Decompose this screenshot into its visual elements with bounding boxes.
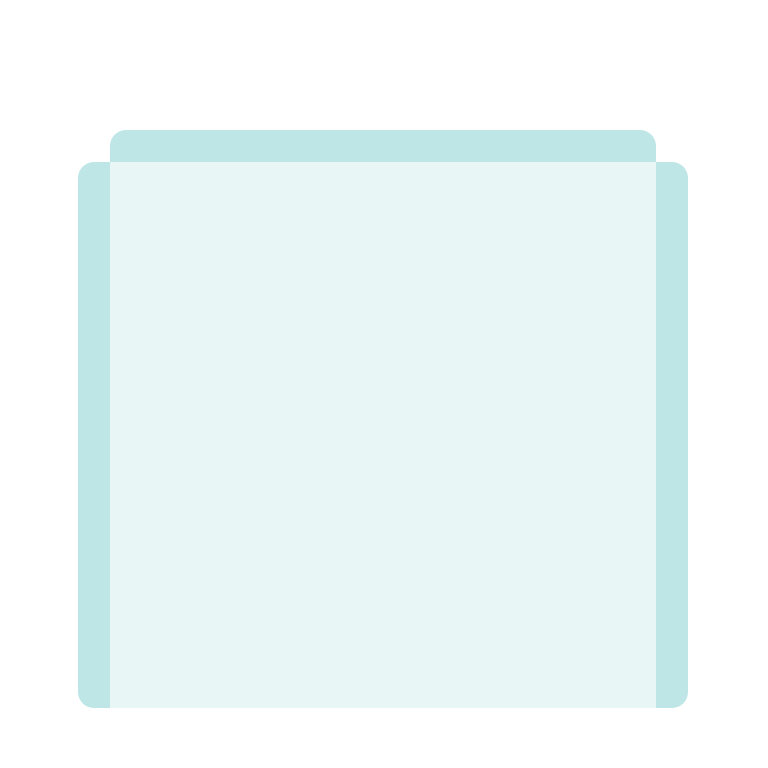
codon-grid	[110, 162, 656, 708]
second-base-header	[110, 130, 656, 162]
third-base-header	[656, 162, 688, 708]
first-base-header	[78, 162, 110, 708]
